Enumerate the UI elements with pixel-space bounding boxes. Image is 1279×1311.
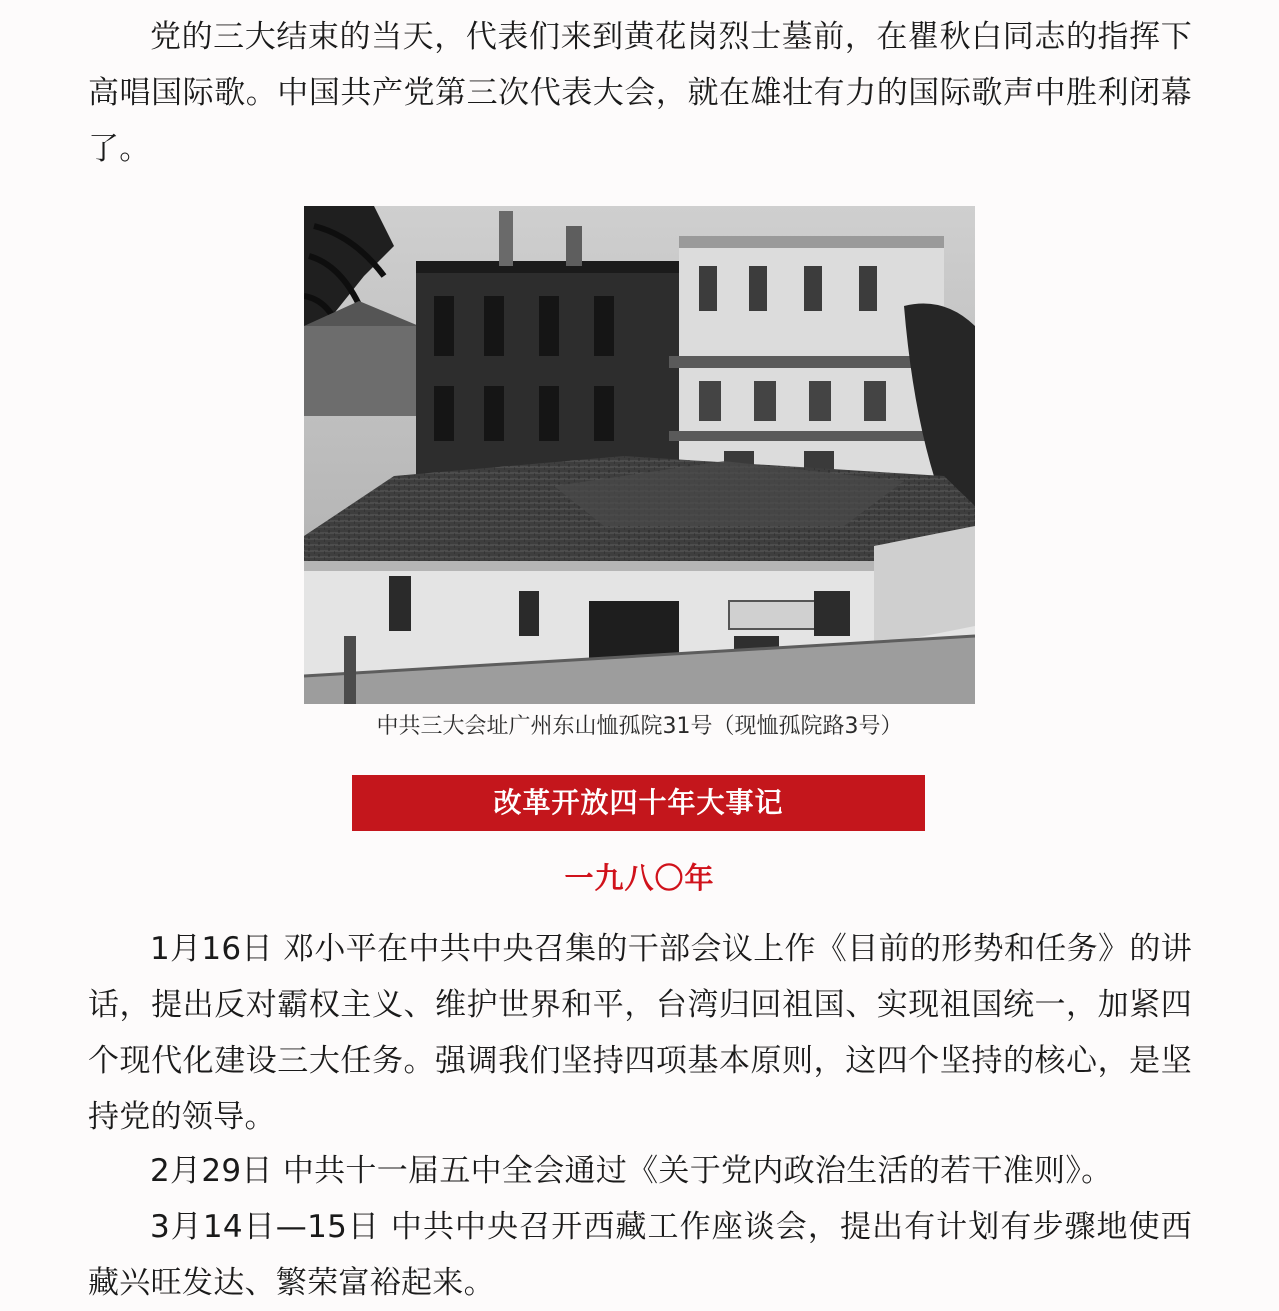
intro-paragraph: 党的三大结束的当天，代表们来到黄花岗烈士墓前，在瞿秋白同志的指挥下高唱国际歌。中国共产党第三次代表大会，就在雄壮有力的国际歌声中胜利闭幕了。 (88, 19, 1192, 167)
building-photo-image (304, 206, 975, 704)
event-paragraph: 1月16日 邓小平在中共中央召集的干部会议上作《目前的形势和任务》的讲话，提出反对霸权主义、维护世界和平，台湾归回祖国、实现祖国统一，加紧四个现代化建设三大任务。强调我们坚持四项基本原则，这四个坚持的核心，是坚持党的领导。 (88, 931, 1192, 1135)
historic-building-photo (304, 206, 975, 704)
photo-caption: 中共三大会址广州东山恤孤院31号（现恤孤院路3号） (376, 714, 903, 739)
section-banner: 改革开放四十年大事记 (352, 775, 925, 831)
event-paragraph: 3月14日—15日 中共中央召开西藏工作座谈会，提出有计划有步骤地使西藏兴旺发达、繁荣富裕起来。 (88, 1209, 1192, 1301)
year-heading: 一九八〇年 (564, 861, 715, 895)
event-paragraph: 2月29日 中共十一届五中全会通过《关于党内政治生活的若干准则》。 (150, 1153, 1113, 1189)
